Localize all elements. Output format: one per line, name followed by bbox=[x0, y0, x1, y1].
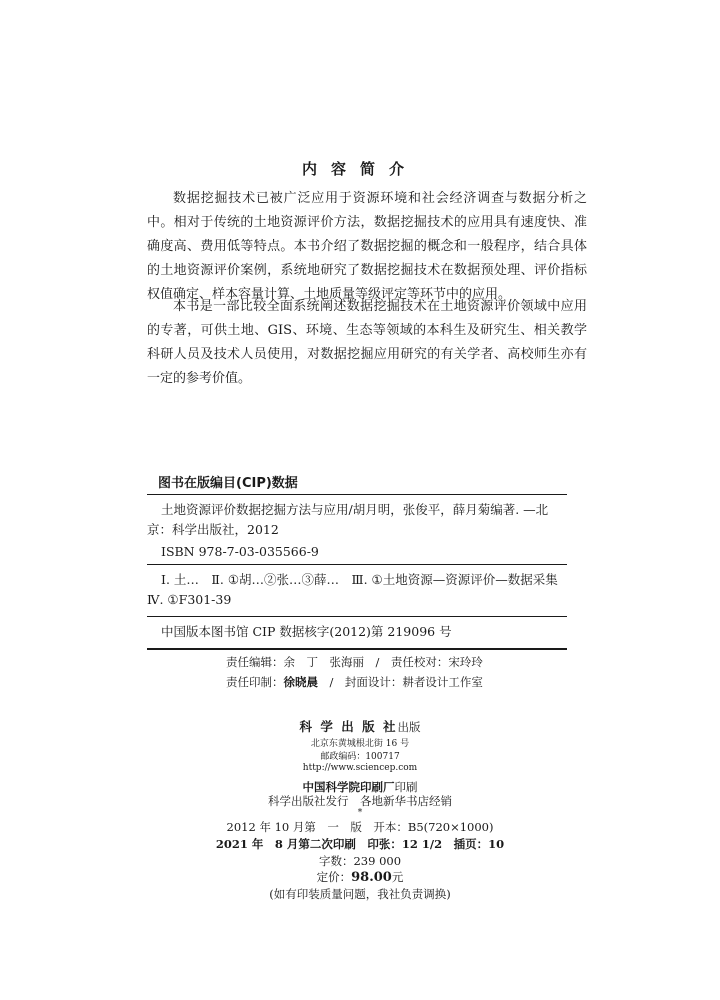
cip-mid-rule bbox=[147, 564, 567, 565]
quality-note: (如有印装质量问题，我社负责调换) bbox=[269, 887, 451, 901]
printer-name: 中国科学院印刷厂 bbox=[302, 780, 395, 794]
summary-title: 内容简介 bbox=[301, 160, 418, 178]
word-count: 字数：239 000 bbox=[318, 854, 402, 868]
edition-spec: 2012 年 10 月第 一 版 开本：B5(720×1000) bbox=[226, 820, 494, 834]
publisher-postcode: 邮政编码：100717 bbox=[320, 752, 400, 762]
cip-classification-block bbox=[147, 570, 571, 610]
cip-entry: 土地资源评价数据挖掘方法与应用/胡月明，张俊平，薛月菊编著. —北京：科学出版社，2012 bbox=[147, 502, 549, 537]
price-value: 98.00 bbox=[351, 870, 392, 885]
cip-entry-block bbox=[147, 500, 567, 562]
print-manager-name: 徐晓晨 bbox=[283, 675, 318, 689]
price-unit: 元 bbox=[391, 870, 404, 884]
price-label: 定价： bbox=[316, 870, 352, 884]
distribution-line: 科学出版社发行 各地新华书店经销 bbox=[268, 794, 452, 808]
cip-record-block bbox=[147, 622, 567, 642]
printer-action: 印刷 bbox=[394, 780, 418, 794]
cip-isbn: ISBN 978-7-03-035566-9 bbox=[161, 544, 319, 559]
price-line bbox=[0, 869, 720, 886]
publisher-action: 出版 bbox=[397, 720, 421, 734]
printing-spec: 2021 年 8 月第二次印刷 印张：12 1/2 插页：10 bbox=[215, 837, 505, 851]
cip-record-number: 中国版本图书馆 CIP 数据核字(2012)第 219096 号 bbox=[161, 624, 452, 639]
publisher-url: http://www.sciencep.com bbox=[302, 763, 418, 773]
summary-paragraph-1: 数据挖掘技术已被广泛应用于资源环境和社会经济调查与数据分析之中。相对于传统的土地资源评价方法，数据挖掘技术的应用具有速度快、准确度高、费用低等特点。本书介绍了数据挖掘的概念和一般程序，结合具体的土地资源评价案例，系统地研究了数据挖掘技术在数据预处理、评价指标权值确定、样本容量计算、土地质量等级评定等环节中的应用。 bbox=[147, 191, 587, 302]
cip-end-rule bbox=[147, 648, 567, 650]
cip-heading: 图书在版编目(CIP)数据 bbox=[158, 476, 298, 491]
responsibility-line-1: 责任编辑：余 丁 张海丽 / 责任校对：宋玲玲 bbox=[226, 655, 483, 669]
publisher-name: 科 学 出 版 社 bbox=[299, 719, 398, 734]
publisher-line bbox=[0, 716, 720, 735]
responsibility-line-2 bbox=[226, 673, 483, 692]
cover-design-credit: / 封面设计：耕者设计工作室 bbox=[318, 675, 483, 689]
publisher-address: 北京东黄城根北街 16 号 bbox=[310, 739, 410, 749]
cip-classification: Ⅰ. 土… Ⅱ. ①胡…②张…③薛… Ⅲ. ①土地资源—资源评价—数据采集 Ⅳ. ①F301-39 bbox=[147, 572, 571, 607]
summary-paragraph-2: 本书是一部比较全面系统阐述数据挖掘技术在土地资源评价领域中应用的专著，可供土地、GIS、环境、生态等领域的本科生及研究生、相关教学科研人员及技术人员使用，对数据挖掘应用研究的有关学者、高校师生亦有一定的参考价值。 bbox=[147, 299, 587, 386]
separator-star: * bbox=[357, 808, 363, 818]
cip-bottom-rule bbox=[147, 616, 567, 617]
print-manager-label: 责任印制： bbox=[226, 675, 284, 689]
cip-top-rule bbox=[147, 494, 567, 495]
